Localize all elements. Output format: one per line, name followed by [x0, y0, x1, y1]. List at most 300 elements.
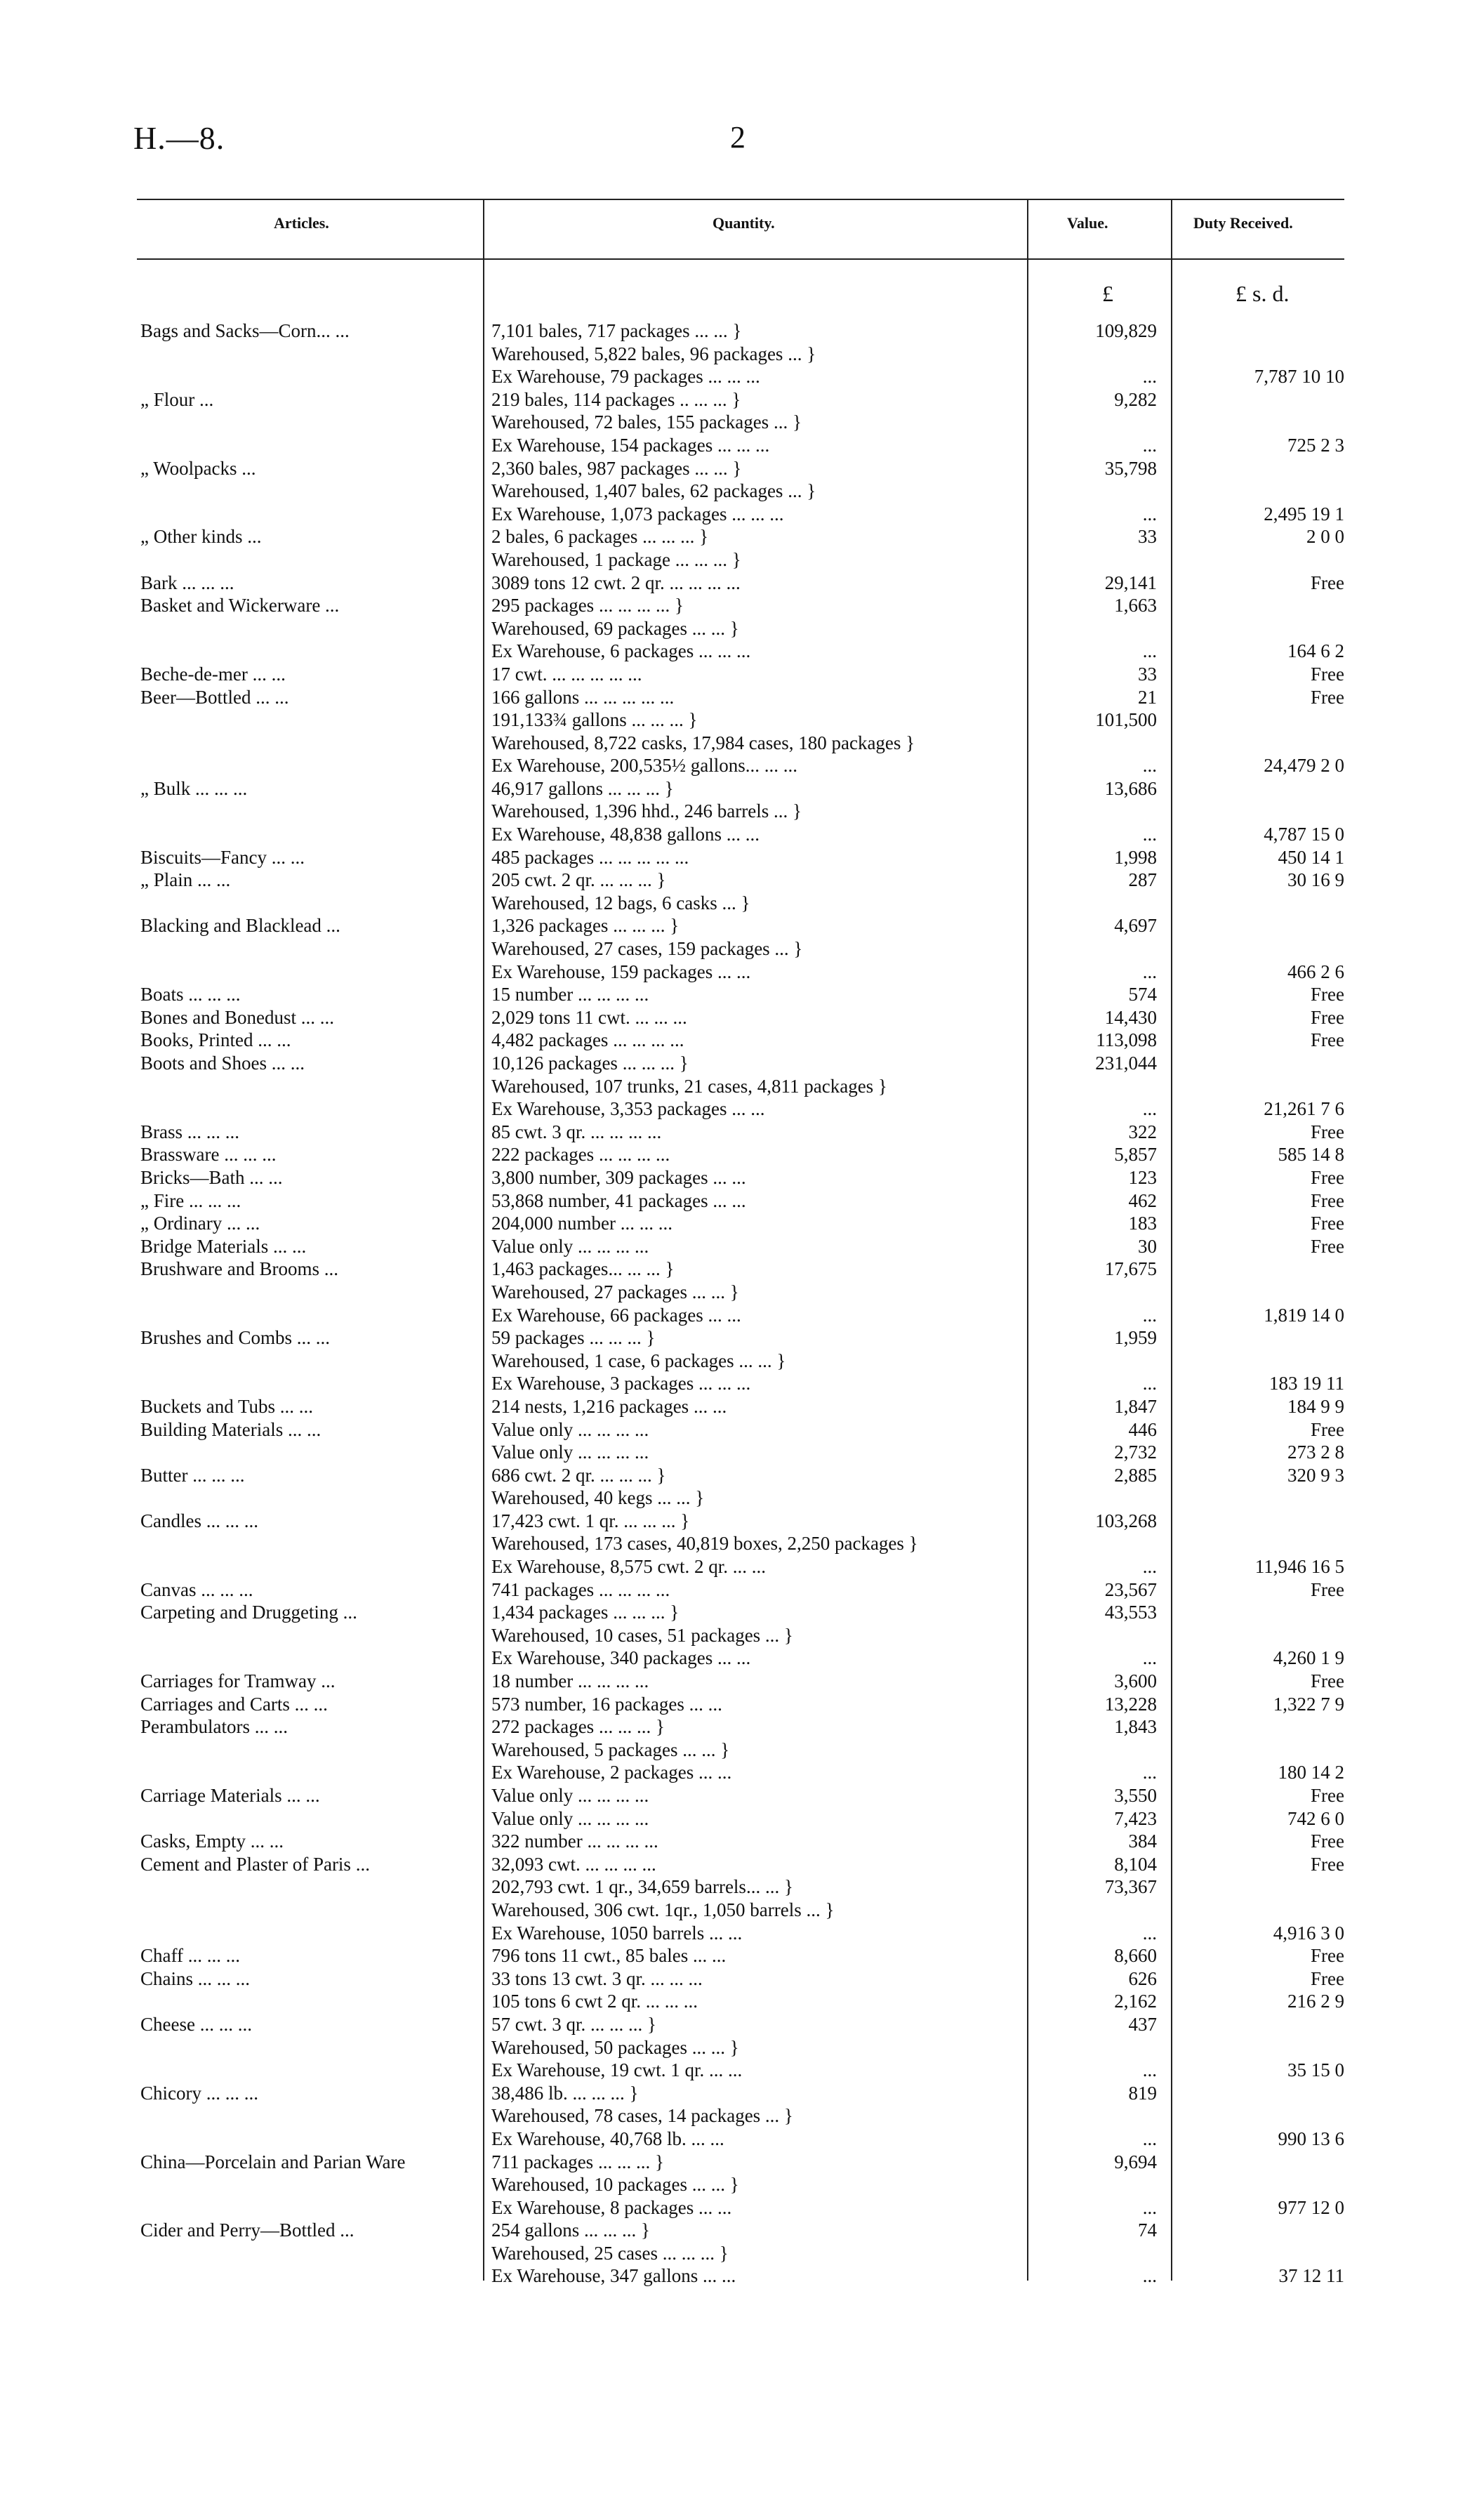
- value-cell: ...: [1142, 824, 1157, 845]
- quantity-cell: 295 packages ... ... ... ... }: [491, 595, 684, 616]
- article-cell: Perambulators ... ...: [140, 1716, 288, 1738]
- value-cell: 33: [1138, 663, 1157, 685]
- table-row: [0, 1097, 1484, 1121]
- quantity-cell: Ex Warehouse, 40,768 lb. ... ...: [491, 2128, 724, 2149]
- duty-cell: 273 2 8: [1287, 1442, 1344, 1463]
- table-row: [0, 1326, 1484, 1350]
- article-cell: Bags and Sacks—Corn... ...: [140, 320, 350, 341]
- table-row: [0, 1990, 1484, 2013]
- quantity-cell: 2,029 tons 11 cwt. ... ... ...: [491, 1006, 687, 1028]
- quantity-cell: 17 cwt. ... ... ... ... ...: [491, 663, 642, 685]
- quantity-cell: 3089 tons 12 cwt. 2 qr. ... ... ... ...: [491, 572, 741, 593]
- article-cell: Brushes and Combs ... ...: [140, 1327, 330, 1349]
- duty-cell: Free: [1311, 1166, 1344, 1188]
- table-row: [0, 869, 1484, 892]
- quantity-cell: 191,133¾ gallons ... ... ... }: [491, 709, 698, 731]
- quantity-cell: 214 nests, 1,216 packages ... ...: [491, 1395, 727, 1417]
- article-cell: China—Porcelain and Parian Ware: [140, 2151, 406, 2172]
- quantity-cell: Ex Warehouse, 79 packages ... ... ...: [491, 366, 760, 388]
- duty-cell: 725 2 3: [1287, 434, 1344, 456]
- table-row: [0, 1601, 1484, 1624]
- article-cell: Buckets and Tubs ... ...: [140, 1395, 314, 1417]
- value-cell: 123: [1128, 1166, 1157, 1188]
- quantity-cell: Warehoused, 1,407 bales, 62 packages ... }: [491, 480, 816, 502]
- table-row: [0, 1395, 1484, 1418]
- duty-cell: Free: [1311, 572, 1344, 593]
- duty-cell: Free: [1311, 1189, 1344, 1211]
- table-row: [0, 1166, 1484, 1189]
- table-row: [0, 1715, 1484, 1739]
- table-row: [0, 1372, 1484, 1395]
- table-row: [0, 1967, 1484, 1991]
- table-row: [0, 1006, 1484, 1029]
- ledger-table: [0, 319, 1484, 2288]
- article-cell: Casks, Empty ... ...: [140, 1831, 284, 1852]
- table-row: [0, 754, 1484, 777]
- table-row: [0, 457, 1484, 480]
- duty-cell: 4,260 1 9: [1273, 1647, 1344, 1669]
- quantity-cell: Warehoused, 173 cases, 40,819 boxes, 2,250 packages }: [491, 1533, 918, 1555]
- quantity-cell: Warehoused, 78 cases, 14 packages ... }: [491, 2105, 793, 2127]
- duty-cell: 977 12 0: [1278, 2196, 1344, 2218]
- table-row: [0, 503, 1484, 526]
- value-cell: ...: [1142, 1762, 1157, 1783]
- quantity-cell: Ex Warehouse, 154 packages ... ... ...: [491, 434, 770, 456]
- article-cell: Biscuits—Fancy ... ...: [140, 846, 305, 868]
- value-unit-label: £: [1102, 281, 1113, 306]
- table-row: [0, 983, 1484, 1006]
- table-row: [0, 640, 1484, 663]
- table-row: [0, 1807, 1484, 1831]
- value-cell: 3,550: [1114, 1785, 1157, 1806]
- quantity-cell: 573 number, 16 packages ... ...: [491, 1693, 722, 1715]
- duty-cell: 1,322 7 9: [1273, 1693, 1344, 1715]
- value-cell: 43,553: [1104, 1602, 1157, 1623]
- article-cell: Bark ... ... ...: [140, 572, 234, 593]
- quantity-cell: Value only ... ... ... ...: [491, 1442, 649, 1463]
- quantity-cell: 4,482 packages ... ... ... ...: [491, 1029, 684, 1051]
- table-row: [0, 846, 1484, 869]
- value-cell: 2,162: [1114, 1991, 1157, 2012]
- column-header-quantity: Quantity.: [713, 214, 775, 232]
- table-row: [0, 480, 1484, 503]
- value-cell: 23,567: [1104, 1578, 1157, 1600]
- value-cell: 1,959: [1114, 1327, 1157, 1349]
- quantity-cell: Ex Warehouse, 200,535½ gallons... ... ...: [491, 755, 798, 777]
- value-cell: ...: [1142, 1922, 1157, 1944]
- duty-cell: 4,916 3 0: [1273, 1922, 1344, 1944]
- table-row: [0, 343, 1484, 366]
- duty-cell: 216 2 9: [1287, 1991, 1344, 2012]
- value-cell: ...: [1142, 2265, 1157, 2287]
- article-cell: Basket and Wickerware ...: [140, 595, 340, 616]
- value-cell: 5,857: [1114, 1144, 1157, 1166]
- article-cell: Chaff ... ... ...: [140, 1945, 240, 1967]
- article-cell: Beche-de-mer ... ...: [140, 663, 286, 685]
- quantity-cell: 796 tons 11 cwt., 85 bales ... ...: [491, 1945, 727, 1967]
- duty-cell: Free: [1311, 984, 1344, 1005]
- article-cell: „ Other kinds ...: [140, 526, 262, 548]
- table-row: [0, 914, 1484, 937]
- table-row: [0, 1784, 1484, 1807]
- table-row: [0, 2059, 1484, 2082]
- article-cell: Carpeting and Druggeting ...: [140, 1602, 357, 1623]
- table-row: [0, 1441, 1484, 1464]
- duty-cell: 180 14 2: [1278, 1762, 1344, 1783]
- table-row: [0, 2082, 1484, 2105]
- duty-cell: 4,787 15 0: [1264, 824, 1344, 845]
- value-cell: 8,104: [1114, 1853, 1157, 1875]
- quantity-cell: 15 number ... ... ... ...: [491, 984, 649, 1005]
- table-row: [0, 1464, 1484, 1487]
- table-row: [0, 1075, 1484, 1098]
- value-cell: 29,141: [1104, 572, 1157, 593]
- value-cell: 13,228: [1104, 1693, 1157, 1715]
- quantity-cell: Warehoused, 10 packages ... ... }: [491, 2174, 739, 2196]
- table-row: [0, 2173, 1484, 2196]
- article-cell: Chains ... ... ...: [140, 1967, 251, 1989]
- article-cell: Brassware ... ... ...: [140, 1144, 277, 1166]
- quantity-cell: Ex Warehouse, 3 packages ... ... ...: [491, 1373, 751, 1394]
- value-cell: 17,675: [1104, 1258, 1157, 1280]
- quantity-cell: 105 tons 6 cwt 2 qr. ... ... ...: [491, 1991, 698, 2012]
- quantity-cell: 38,486 lb. ... ... ... }: [491, 2082, 639, 2104]
- table-row: [0, 1350, 1484, 1373]
- duty-cell: Free: [1311, 1121, 1344, 1142]
- quantity-cell: 2,360 bales, 987 packages ... ... }: [491, 457, 742, 479]
- value-cell: 74: [1138, 2220, 1157, 2241]
- table-row: [0, 1739, 1484, 1762]
- value-cell: 109,829: [1095, 320, 1157, 341]
- quantity-cell: Ex Warehouse, 2 packages ... ...: [491, 1762, 732, 1783]
- quantity-cell: 57 cwt. 3 qr. ... ... ... }: [491, 2013, 656, 2035]
- table-row: [0, 1624, 1484, 1647]
- quantity-cell: 204,000 number ... ... ...: [491, 1213, 673, 1234]
- table-row: [0, 2128, 1484, 2151]
- value-cell: ...: [1142, 961, 1157, 982]
- quantity-cell: Value only ... ... ... ...: [491, 1807, 649, 1829]
- table-row: [0, 2036, 1484, 2059]
- duty-cell: 585 14 8: [1278, 1144, 1344, 1166]
- quantity-cell: Ex Warehouse, 347 gallons ... ...: [491, 2265, 736, 2287]
- duty-cell: Free: [1311, 1945, 1344, 1967]
- article-cell: Cement and Plaster of Paris ...: [140, 1853, 370, 1875]
- table-row: [0, 1052, 1484, 1075]
- quantity-cell: Value only ... ... ... ...: [491, 1418, 649, 1440]
- table-row: [0, 617, 1484, 640]
- quantity-cell: 322 number ... ... ... ...: [491, 1831, 658, 1852]
- duty-cell: Free: [1311, 1831, 1344, 1852]
- duty-cell: 30 16 9: [1287, 869, 1344, 891]
- duty-cell: Free: [1311, 1235, 1344, 1257]
- quantity-cell: Warehoused, 1,396 hhd., 246 barrels ... }: [491, 800, 802, 822]
- table-row: [0, 1189, 1484, 1213]
- article-cell: Brushware and Brooms ...: [140, 1258, 338, 1280]
- article-cell: „ Woolpacks ...: [140, 457, 256, 479]
- table-row: [0, 2196, 1484, 2220]
- article-cell: Carriages for Tramway ...: [140, 1670, 336, 1692]
- quantity-cell: 202,793 cwt. 1 qr., 34,659 barrels... ... }: [491, 1876, 793, 1898]
- quantity-cell: 3,800 number, 309 packages ... ...: [491, 1166, 746, 1188]
- value-cell: 2,732: [1114, 1442, 1157, 1463]
- table-row: [0, 1578, 1484, 1602]
- duty-cell: 450 14 1: [1278, 846, 1344, 868]
- quantity-cell: Warehoused, 306 cwt. 1qr., 1,050 barrels ... }: [491, 1899, 835, 1920]
- table-row: [0, 1944, 1484, 1967]
- value-cell: ...: [1142, 434, 1157, 456]
- quantity-cell: Ex Warehouse, 8,575 cwt. 2 qr. ... ...: [491, 1556, 767, 1578]
- table-row: [0, 686, 1484, 709]
- table-row: [0, 319, 1484, 343]
- table-row: [0, 1418, 1484, 1442]
- column-header-value: Value.: [1067, 214, 1108, 232]
- table-row: [0, 892, 1484, 915]
- duty-cell: Free: [1311, 686, 1344, 708]
- value-cell: 13,686: [1104, 777, 1157, 799]
- quantity-cell: Warehoused, 27 packages ... ... }: [491, 1281, 739, 1302]
- value-cell: 574: [1128, 984, 1157, 1005]
- quantity-cell: 59 packages ... ... ... }: [491, 1327, 656, 1349]
- duty-cell: Free: [1311, 1967, 1344, 1989]
- duty-cell: 24,479 2 0: [1264, 755, 1344, 777]
- quantity-cell: Warehoused, 107 trunks, 21 cases, 4,811 packages }: [491, 1075, 887, 1097]
- quantity-cell: Warehoused, 72 bales, 155 packages ... }: [491, 411, 802, 433]
- article-cell: Brass ... ... ...: [140, 1121, 239, 1142]
- column-divider-1: [483, 199, 484, 258]
- value-cell: 322: [1128, 1121, 1157, 1142]
- table-row: [0, 1853, 1484, 1876]
- table-row: [0, 2242, 1484, 2265]
- value-cell: 33: [1138, 526, 1157, 548]
- duty-cell: 11,946 16 5: [1254, 1556, 1344, 1578]
- table-row: [0, 2264, 1484, 2288]
- value-cell: ...: [1142, 503, 1157, 525]
- value-cell: ...: [1142, 1647, 1157, 1669]
- duty-cell: Free: [1311, 1853, 1344, 1875]
- article-cell: Cider and Perry—Bottled ...: [140, 2220, 355, 2241]
- value-cell: ...: [1142, 640, 1157, 662]
- table-row: [0, 1486, 1484, 1510]
- quantity-cell: Value only ... ... ... ...: [491, 1785, 649, 1806]
- table-row: [0, 434, 1484, 457]
- article-cell: Blacking and Blacklead ...: [140, 915, 340, 937]
- value-cell: 4,697: [1114, 915, 1157, 937]
- table-row: [0, 2219, 1484, 2242]
- table-row: [0, 1555, 1484, 1578]
- duty-cell: Free: [1311, 1785, 1344, 1806]
- table-row: [0, 1121, 1484, 1144]
- quantity-cell: Warehoused, 50 packages ... ... }: [491, 2036, 739, 2058]
- value-cell: 1,843: [1114, 1716, 1157, 1738]
- table-row: [0, 411, 1484, 434]
- quantity-cell: Warehoused, 5 packages ... ... }: [491, 1739, 730, 1760]
- value-cell: 30: [1138, 1235, 1157, 1257]
- table-row: [0, 548, 1484, 572]
- quantity-cell: 205 cwt. 2 qr. ... ... ... }: [491, 869, 666, 891]
- quantity-cell: 32,093 cwt. ... ... ... ...: [491, 1853, 656, 1875]
- duty-cell: 7,787 10 10: [1254, 366, 1344, 388]
- column-header-articles: Articles.: [274, 214, 329, 232]
- table-row: [0, 1899, 1484, 1922]
- article-cell: „ Flour ...: [140, 388, 214, 410]
- table-row: [0, 388, 1484, 411]
- value-cell: ...: [1142, 755, 1157, 777]
- value-cell: 7,423: [1114, 1807, 1157, 1829]
- page-number: 2: [730, 120, 746, 154]
- quantity-cell: Warehoused, 25 cases ... ... ... }: [491, 2242, 729, 2264]
- duty-cell: 21,261 7 6: [1264, 1098, 1344, 1120]
- quantity-cell: Ex Warehouse, 6 packages ... ... ...: [491, 640, 751, 662]
- table-row: [0, 1281, 1484, 1304]
- quantity-cell: Ex Warehouse, 19 cwt. 1 qr. ... ...: [491, 2059, 743, 2081]
- duty-cell: 35 15 0: [1287, 2059, 1344, 2081]
- quantity-cell: Warehoused, 10 cases, 51 packages ... }: [491, 1624, 793, 1646]
- value-cell: 446: [1128, 1418, 1157, 1440]
- article-cell: Bridge Materials ... ...: [140, 1235, 307, 1257]
- value-cell: 437: [1128, 2013, 1157, 2035]
- article-cell: Bones and Bonedust ... ...: [140, 1006, 334, 1028]
- header-top-rule: [137, 199, 1344, 200]
- value-cell: 1,847: [1114, 1395, 1157, 1417]
- table-row: [0, 1235, 1484, 1258]
- article-cell: Chicory ... ... ...: [140, 2082, 258, 2104]
- quantity-cell: 18 number ... ... ... ...: [491, 1670, 649, 1692]
- quantity-cell: Value only ... ... ... ...: [491, 1235, 649, 1257]
- quantity-cell: 7,101 bales, 717 packages ... ... }: [491, 320, 742, 341]
- value-cell: ...: [1142, 1373, 1157, 1394]
- table-row: [0, 594, 1484, 617]
- quantity-cell: Ex Warehouse, 66 packages ... ...: [491, 1304, 741, 1326]
- value-cell: 1,663: [1114, 595, 1157, 616]
- quantity-cell: 219 bales, 114 packages .. ... ... }: [491, 388, 741, 410]
- quantity-cell: 686 cwt. 2 qr. ... ... ... }: [491, 1464, 666, 1486]
- table-row: [0, 800, 1484, 823]
- value-cell: 819: [1128, 2082, 1157, 2104]
- value-cell: 626: [1128, 1967, 1157, 1989]
- value-cell: 3,600: [1114, 1670, 1157, 1692]
- value-cell: 21: [1138, 686, 1157, 708]
- value-cell: 35,798: [1104, 457, 1157, 479]
- quantity-cell: 166 gallons ... ... ... ... ...: [491, 686, 675, 708]
- table-row: [0, 777, 1484, 800]
- value-cell: ...: [1142, 1556, 1157, 1578]
- table-row: [0, 1029, 1484, 1052]
- duty-cell: Free: [1311, 1006, 1344, 1028]
- table-row: [0, 961, 1484, 984]
- value-cell: ...: [1142, 1098, 1157, 1120]
- table-row: [0, 823, 1484, 846]
- value-cell: ...: [1142, 2196, 1157, 2218]
- table-row: [0, 2013, 1484, 2036]
- table-row: [0, 663, 1484, 686]
- table-row: [0, 1258, 1484, 1281]
- quantity-cell: 46,917 gallons ... ... ... }: [491, 777, 674, 799]
- quantity-cell: Warehoused, 8,722 casks, 17,984 cases, 180 packages }: [491, 732, 915, 753]
- table-row: [0, 1143, 1484, 1166]
- duty-cell: 320 9 3: [1287, 1464, 1344, 1486]
- article-cell: Carriages and Carts ... ...: [140, 1693, 328, 1715]
- duty-unit-label: £ s. d.: [1235, 281, 1290, 306]
- quantity-cell: Ex Warehouse, 1050 barrels ... ...: [491, 1922, 743, 1944]
- column-divider-2: [1027, 199, 1028, 258]
- value-cell: 287: [1128, 869, 1157, 891]
- value-cell: 101,500: [1095, 709, 1157, 731]
- quantity-cell: 2 bales, 6 packages ... ... ... }: [491, 526, 709, 548]
- duty-cell: 164 6 2: [1287, 640, 1344, 662]
- value-cell: 384: [1128, 1831, 1157, 1852]
- table-row: [0, 2151, 1484, 2174]
- value-cell: 1,998: [1114, 846, 1157, 868]
- quantity-cell: 33 tons 13 cwt. 3 qr. ... ... ...: [491, 1967, 703, 1989]
- quantity-cell: 485 packages ... ... ... ... ...: [491, 846, 689, 868]
- article-cell: Canvas ... ... ...: [140, 1578, 253, 1600]
- header-bottom-rule: [137, 258, 1344, 260]
- duty-cell: Free: [1311, 1213, 1344, 1234]
- quantity-cell: 1,463 packages... ... ... }: [491, 1258, 675, 1280]
- duty-cell: Free: [1311, 1029, 1344, 1051]
- column-divider-3: [1171, 199, 1172, 258]
- article-cell: „ Bulk ... ... ...: [140, 777, 248, 799]
- article-cell: Beer—Bottled ... ...: [140, 686, 289, 708]
- duty-cell: 990 13 6: [1278, 2128, 1344, 2149]
- value-cell: 113,098: [1096, 1029, 1157, 1051]
- value-cell: 14,430: [1104, 1006, 1157, 1028]
- table-row: [0, 525, 1484, 548]
- quantity-cell: 10,126 packages ... ... ... }: [491, 1053, 689, 1074]
- quantity-cell: Ex Warehouse, 159 packages ... ...: [491, 961, 751, 982]
- table-row: [0, 1304, 1484, 1327]
- quantity-cell: Warehoused, 1 package ... ... ... }: [491, 548, 741, 570]
- value-cell: 183: [1128, 1213, 1157, 1234]
- value-cell: ...: [1142, 366, 1157, 388]
- value-cell: 8,660: [1114, 1945, 1157, 1967]
- value-cell: ...: [1142, 2059, 1157, 2081]
- article-cell: „ Ordinary ... ...: [140, 1213, 260, 1234]
- quantity-cell: 85 cwt. 3 qr. ... ... ... ...: [491, 1121, 662, 1142]
- duty-cell: Free: [1311, 1418, 1344, 1440]
- table-row: [0, 2104, 1484, 2128]
- article-cell: Candles ... ... ...: [140, 1510, 258, 1531]
- quantity-cell: 53,868 number, 41 packages ... ...: [491, 1189, 746, 1211]
- quantity-cell: Ex Warehouse, 48,838 gallons ... ...: [491, 824, 760, 845]
- duty-cell: 37 12 11: [1278, 2265, 1344, 2287]
- quantity-cell: Warehoused, 69 packages ... ... }: [491, 617, 739, 639]
- duty-cell: Free: [1311, 1670, 1344, 1692]
- table-row: [0, 1647, 1484, 1670]
- quantity-cell: Warehoused, 1 case, 6 packages ... ... }: [491, 1350, 786, 1371]
- quantity-cell: 1,434 packages ... ... ... }: [491, 1602, 680, 1623]
- table-row: [0, 937, 1484, 961]
- article-cell: „ Plain ... ...: [140, 869, 231, 891]
- table-row: [0, 1693, 1484, 1716]
- quantity-cell: 222 packages ... ... ... ...: [491, 1144, 670, 1166]
- value-cell: 103,268: [1095, 1510, 1157, 1531]
- duty-cell: 466 2 6: [1287, 961, 1344, 982]
- article-cell: Cheese ... ... ...: [140, 2013, 252, 2035]
- value-cell: 73,367: [1104, 1876, 1157, 1898]
- article-cell: Books, Printed ... ...: [140, 1029, 291, 1051]
- article-cell: Butter ... ... ...: [140, 1464, 245, 1486]
- quantity-cell: Warehoused, 5,822 bales, 96 packages ... }: [491, 343, 816, 364]
- table-row: [0, 1212, 1484, 1235]
- duty-cell: 183 19 11: [1269, 1373, 1344, 1394]
- table-row: [0, 1670, 1484, 1693]
- duty-cell: 2,495 19 1: [1264, 503, 1344, 525]
- quantity-cell: 741 packages ... ... ... ...: [491, 1578, 670, 1600]
- quantity-cell: Warehoused, 27 cases, 159 packages ... }: [491, 938, 803, 960]
- article-cell: Building Materials ... ...: [140, 1418, 322, 1440]
- article-cell: Boats ... ... ...: [140, 984, 241, 1005]
